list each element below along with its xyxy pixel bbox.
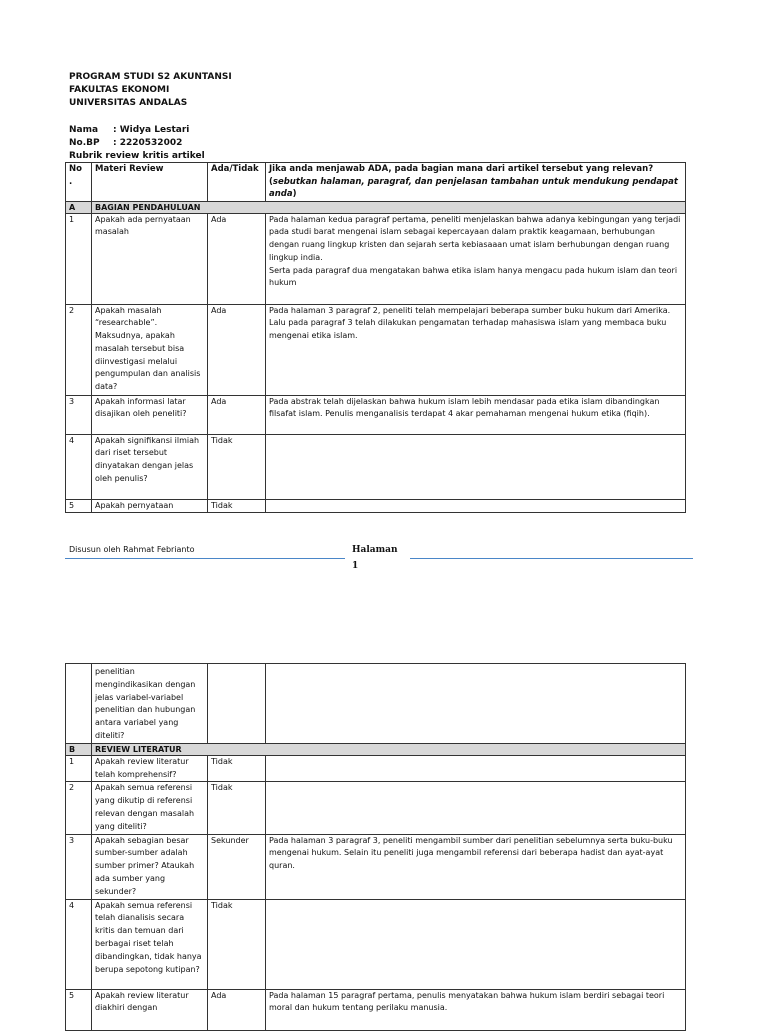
nobp-label: No.BP	[69, 138, 100, 148]
row-keterangan	[266, 664, 686, 744]
row-materi: Apakah sebagian besar sumber-sumber adalah sumber primer? Ataukah ada sumber yang sekunder?	[92, 834, 208, 899]
row-no: 5	[66, 989, 92, 1030]
row-ada: Tidak	[208, 434, 266, 499]
header-jika-end: )	[292, 189, 297, 199]
footer-divider-right	[410, 558, 693, 559]
footer-page-label: Halaman	[352, 545, 398, 555]
section-code: B	[66, 743, 92, 755]
section-title: BAGIAN PENDAHULUAN	[92, 201, 686, 213]
review-table-page1	[65, 162, 686, 513]
row-ada: Tidak	[208, 499, 266, 513]
row-materi: Apakah pernyataan	[92, 499, 208, 513]
row-keterangan	[266, 899, 686, 989]
row-ada: Ada	[208, 989, 266, 1030]
document-header	[69, 71, 232, 110]
section-title: REVIEW LITERATUR	[92, 743, 686, 755]
table-row	[66, 834, 686, 899]
header-jika-text: Jika anda menjawab ADA, pada bagian mana dari artikel tersebut yang relevan? (	[269, 164, 654, 187]
row-no: 2	[66, 304, 92, 395]
row-ada: Tidak	[208, 782, 266, 834]
row-no: 5	[66, 499, 92, 513]
row-keterangan	[266, 755, 686, 782]
header-jika-italic: sebutkan halaman, paragraf, dan penjelasan tambahan untuk mendukung pendapat anda	[269, 176, 678, 199]
row-materi: penelitian mengindikasikan dengan jelas variabel-variabel penelitian dan hubungan antara variabel yang diteliti?	[92, 664, 208, 744]
row-materi: Apakah informasi latar disajikan oleh peneliti?	[92, 395, 208, 434]
row-keterangan	[266, 782, 686, 834]
table-header-row	[66, 163, 686, 202]
row-keterangan: Pada halaman kedua paragraf pertama, peneliti menjelaskan bahwa adanya kebingungan yang terjadi pada studi barat mengenai islam sebagai kepercayaan dalam praktik keagamaan, berhubungan dengan ruang lingkup kristen dan sejarah serta kebiasaaan umat islam berhubungan dengan ruang lingkup india. Serta pada paragraf dua mengatakan bahwa etika islam hanya mengacu pada hukum islam dan teori hukum	[266, 213, 686, 304]
table-row	[66, 395, 686, 434]
row-materi: Apakah review literatur telah komprehensif?	[92, 755, 208, 782]
row-no: 3	[66, 834, 92, 899]
table-row	[66, 213, 686, 304]
row-no: 4	[66, 434, 92, 499]
row-no: 1	[66, 213, 92, 304]
table-row	[66, 664, 686, 744]
row-keterangan	[266, 499, 686, 513]
program-line: PROGRAM STUDI S2 AKUNTANSI	[69, 72, 232, 82]
row-no: 4	[66, 899, 92, 989]
row-materi: Apakah signifikansi ilmiah dari riset tersebut dinyatakan dengan jelas oleh penulis?	[92, 434, 208, 499]
row-keterangan: Pada halaman 3 paragraf 3, peneliti mengambil sumber dari penelitian sebelumnya serta buku-buku mengenai hukum. Selain itu peneliti juga mengambil referensi dari beberapa hadist dan ayat-ayat quran.	[266, 834, 686, 899]
identity-block	[69, 124, 205, 163]
section-row-a	[66, 201, 686, 213]
row-materi: Apakah semua referensi telah dianalisis secara kritis dan temuan dari berbagai riset telah dibandingkan, tidak hanya berupa sepotong kutipan?	[92, 899, 208, 989]
table-row	[66, 755, 686, 782]
nama-label: Nama	[69, 125, 99, 135]
row-ada: Ada	[208, 395, 266, 434]
row-ada: Tidak	[208, 899, 266, 989]
header-no: No .	[66, 163, 92, 202]
row-no: 1	[66, 755, 92, 782]
row-materi: Apakah ada pernyataan masalah	[92, 213, 208, 304]
row-ada	[208, 664, 266, 744]
nobp-value: : 2220532002	[113, 138, 183, 148]
section-row-b	[66, 743, 686, 755]
review-table-page2	[65, 663, 686, 1031]
table-row	[66, 434, 686, 499]
university-line: UNIVERSITAS ANDALAS	[69, 98, 188, 108]
table-row	[66, 304, 686, 395]
row-ada: Tidak	[208, 755, 266, 782]
header-jika	[266, 163, 686, 202]
row-keterangan	[266, 434, 686, 499]
row-materi: Apakah semua referensi yang dikutip di referensi relevan dengan masalah yang diteliti?	[92, 782, 208, 834]
section-code: A	[66, 201, 92, 213]
row-ada: Sekunder	[208, 834, 266, 899]
footer-author: Disusun oleh Rahmat Febrianto	[69, 545, 195, 554]
rubric-title: Rubrik review kritis artikel	[69, 151, 205, 161]
row-no	[66, 664, 92, 744]
table-row	[66, 899, 686, 989]
row-keterangan: Pada halaman 15 paragraf pertama, penulis menyatakan bahwa hukum islam berdiri sebagai teori moral dan hukum tentang perilaku manusia.	[266, 989, 686, 1030]
row-keterangan: Pada abstrak telah dijelaskan bahwa hukum islam lebih mendasar pada etika islam dibandingkan filsafat islam. Penulis menganalisis terdapat 4 akar pemahaman mengenai hukum etika (fiqih).	[266, 395, 686, 434]
row-materi: Apakah masalah “researchable”. Maksudnya, apakah masalah tersebut bisa diinvestigasi melalui pengumpulan dan analisis data?	[92, 304, 208, 395]
faculty-line: FAKULTAS EKONOMI	[69, 85, 170, 95]
footer-page-number: 1	[352, 561, 359, 571]
row-keterangan: Pada halaman 3 paragraf 2, peneliti telah mempelajari beberapa sumber buku hukum dari Amerika. Lalu pada paragraf 3 telah dilakukan pengamatan terhadap mahasiswa islam yang membaca buku mengenai etika islam.	[266, 304, 686, 395]
row-no: 3	[66, 395, 92, 434]
row-ada: Ada	[208, 213, 266, 304]
footer-divider-left	[65, 558, 345, 559]
header-ada: Ada/Tidak	[208, 163, 266, 202]
row-no: 2	[66, 782, 92, 834]
row-materi: Apakah review literatur diakhiri dengan	[92, 989, 208, 1030]
row-ada: Ada	[208, 304, 266, 395]
nama-value: : Widya Lestari	[113, 125, 190, 135]
header-materi: Materi Review	[92, 163, 208, 202]
table-row	[66, 782, 686, 834]
table-row	[66, 499, 686, 513]
